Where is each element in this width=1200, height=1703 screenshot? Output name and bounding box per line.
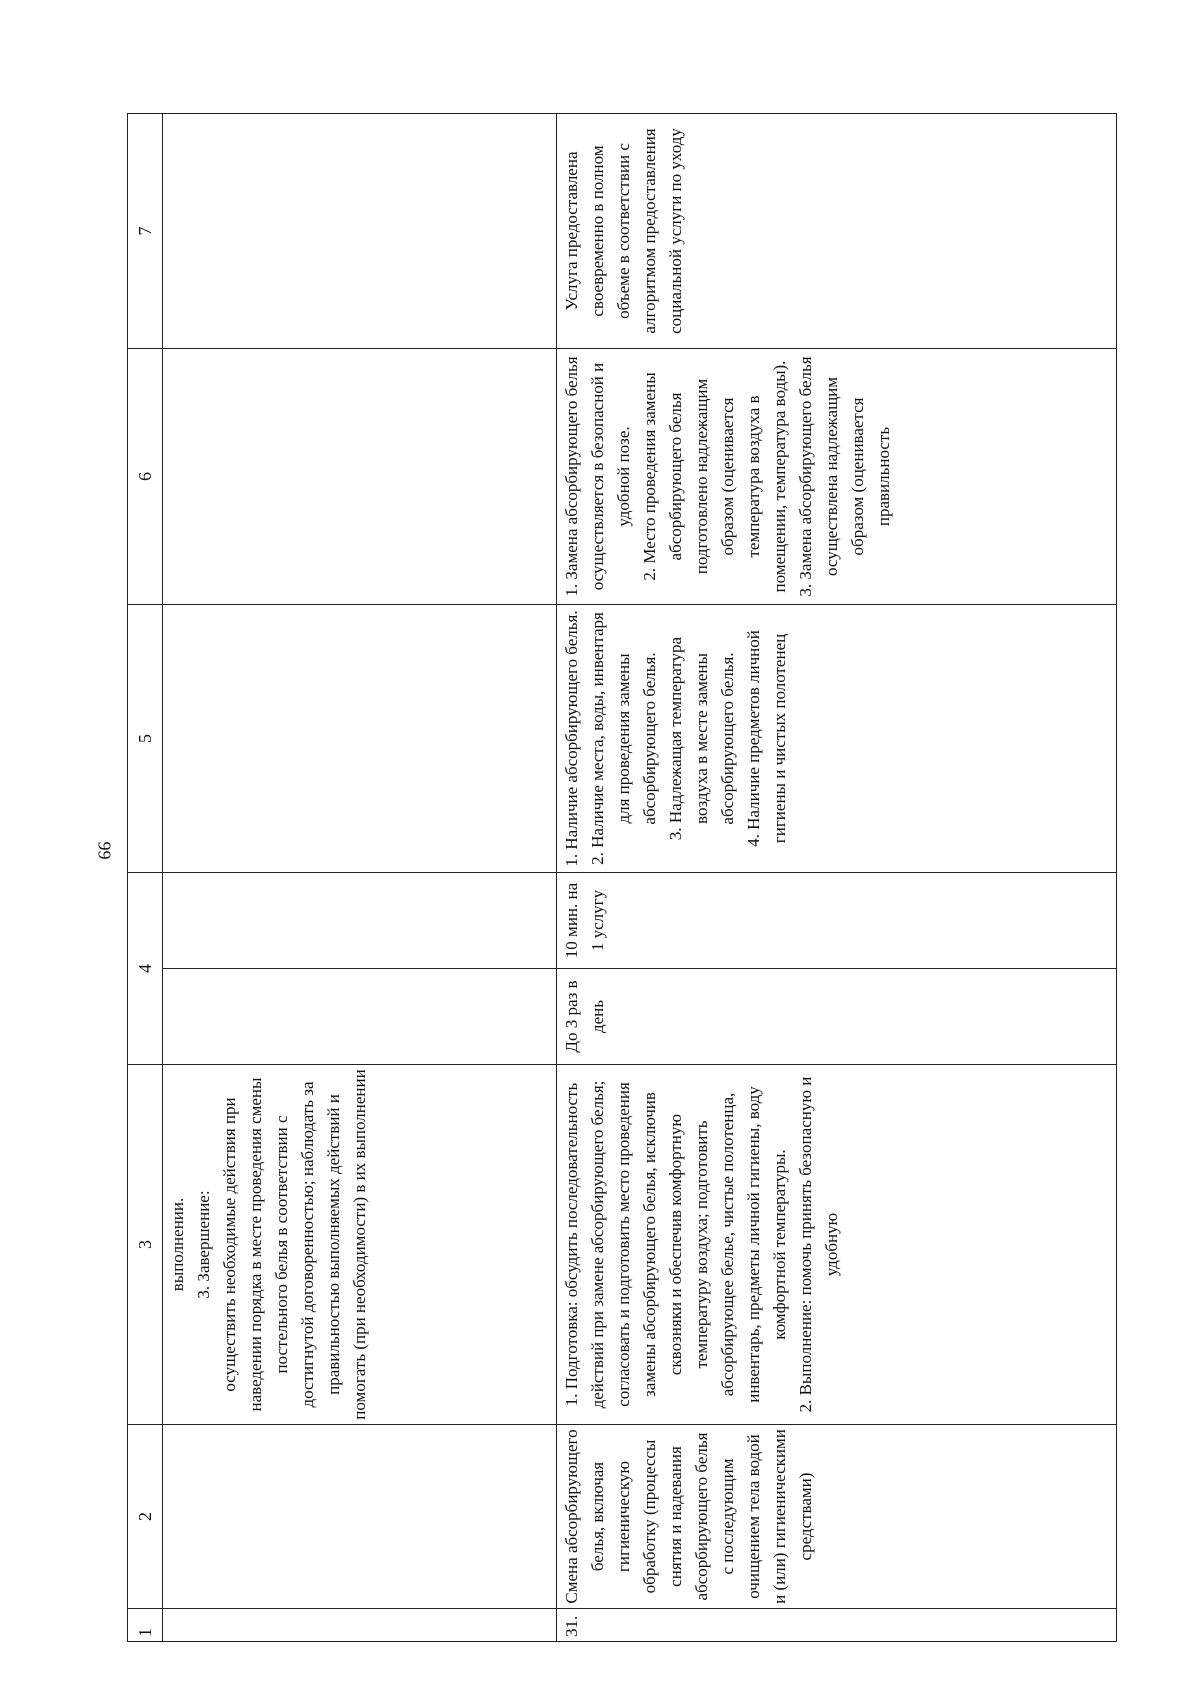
- header-col-5: 5: [128, 605, 163, 873]
- rotated-table-area: [127, 114, 1117, 1642]
- header-col-1: 1: [128, 1609, 163, 1642]
- cell-procedure: 1. Подготовка: обсудить последовательность действий при замене абсорбирующего белья; согласовать и подготовить место проведения замены абсорбирующего белья, исключив сквозняки и обеспечив комфортную температуру воздуха; подготовить абсорбирующее белье, чистые полотенца, инвентарь, предметы личной гигиены, воду комфортной температуры. 2. Выполнение: помочь принять безопасную и удобную: [557, 1065, 1117, 1425]
- page-number: 99: [94, 841, 115, 860]
- cell-conditions: 1. Наличие абсорбирующего белья. 2. Наличие места, воды, инвентаря для проведения замены абсорбирующего белья. 3. Надлежащая температура воздуха в месте замены абсорбирующего белья. 4. Наличие предметов личной гигиены и чистых полотенец: [557, 605, 1117, 873]
- cell-empty: [163, 605, 557, 873]
- cell-duration: 10 мин. на 1 услугу: [557, 873, 1117, 969]
- cell-frequency: До 3 раз в день: [557, 969, 1117, 1065]
- cell-empty: [163, 1609, 557, 1642]
- cell-empty: [163, 873, 557, 969]
- cell-result: Услуга предоставлена своевременно в полном объеме в соответствии с алгоритмом предоставления социальной услуги по уходу: [557, 114, 1117, 349]
- cell-row-number: 31.: [557, 1609, 1117, 1642]
- cell-service-name: Смена абсорбирующего белья, включая гигиеническую обработку (процессы снятия и надевания абсорбирующего белья с последующим очищением тела водой и (или) гигиеническими средствами): [557, 1425, 1117, 1609]
- cell-quality: 1. Замена абсорбирующего белья осуществляется в безопасной и удобной позе. 2. Место проведения замены абсорбирующего белья подготовлено надлежащим образом (оценивается температура воздуха в помещении, температура воды). 3. Замена абсорбирующего белья осуществлена надлежащим образом (оценивается правильность: [557, 349, 1117, 605]
- cell-empty: [163, 349, 557, 605]
- services-table: [127, 113, 1117, 1642]
- cell-procedure-cont: выполнении. 3. Завершение: осуществить необходимые действия при наведении порядка в месте проведения смены постельного белья в соответствии с достигнутой договоренностью; наблюдать за правильностью выполняемых действий и помогать (при необходимости) в их выполнении: [163, 1065, 557, 1425]
- cell-empty: [163, 969, 557, 1065]
- cell-empty: [163, 1425, 557, 1609]
- header-col-4: 4: [128, 873, 163, 1065]
- table-row-continuation: [163, 114, 557, 1642]
- table-row-31: [557, 114, 1117, 1642]
- header-col-3: 3: [128, 1065, 163, 1425]
- header-col-7: 7: [128, 114, 163, 349]
- header-col-2: 2: [128, 1425, 163, 1609]
- header-row: [128, 114, 163, 1642]
- cell-empty: [163, 114, 557, 349]
- header-col-6: 6: [128, 349, 163, 605]
